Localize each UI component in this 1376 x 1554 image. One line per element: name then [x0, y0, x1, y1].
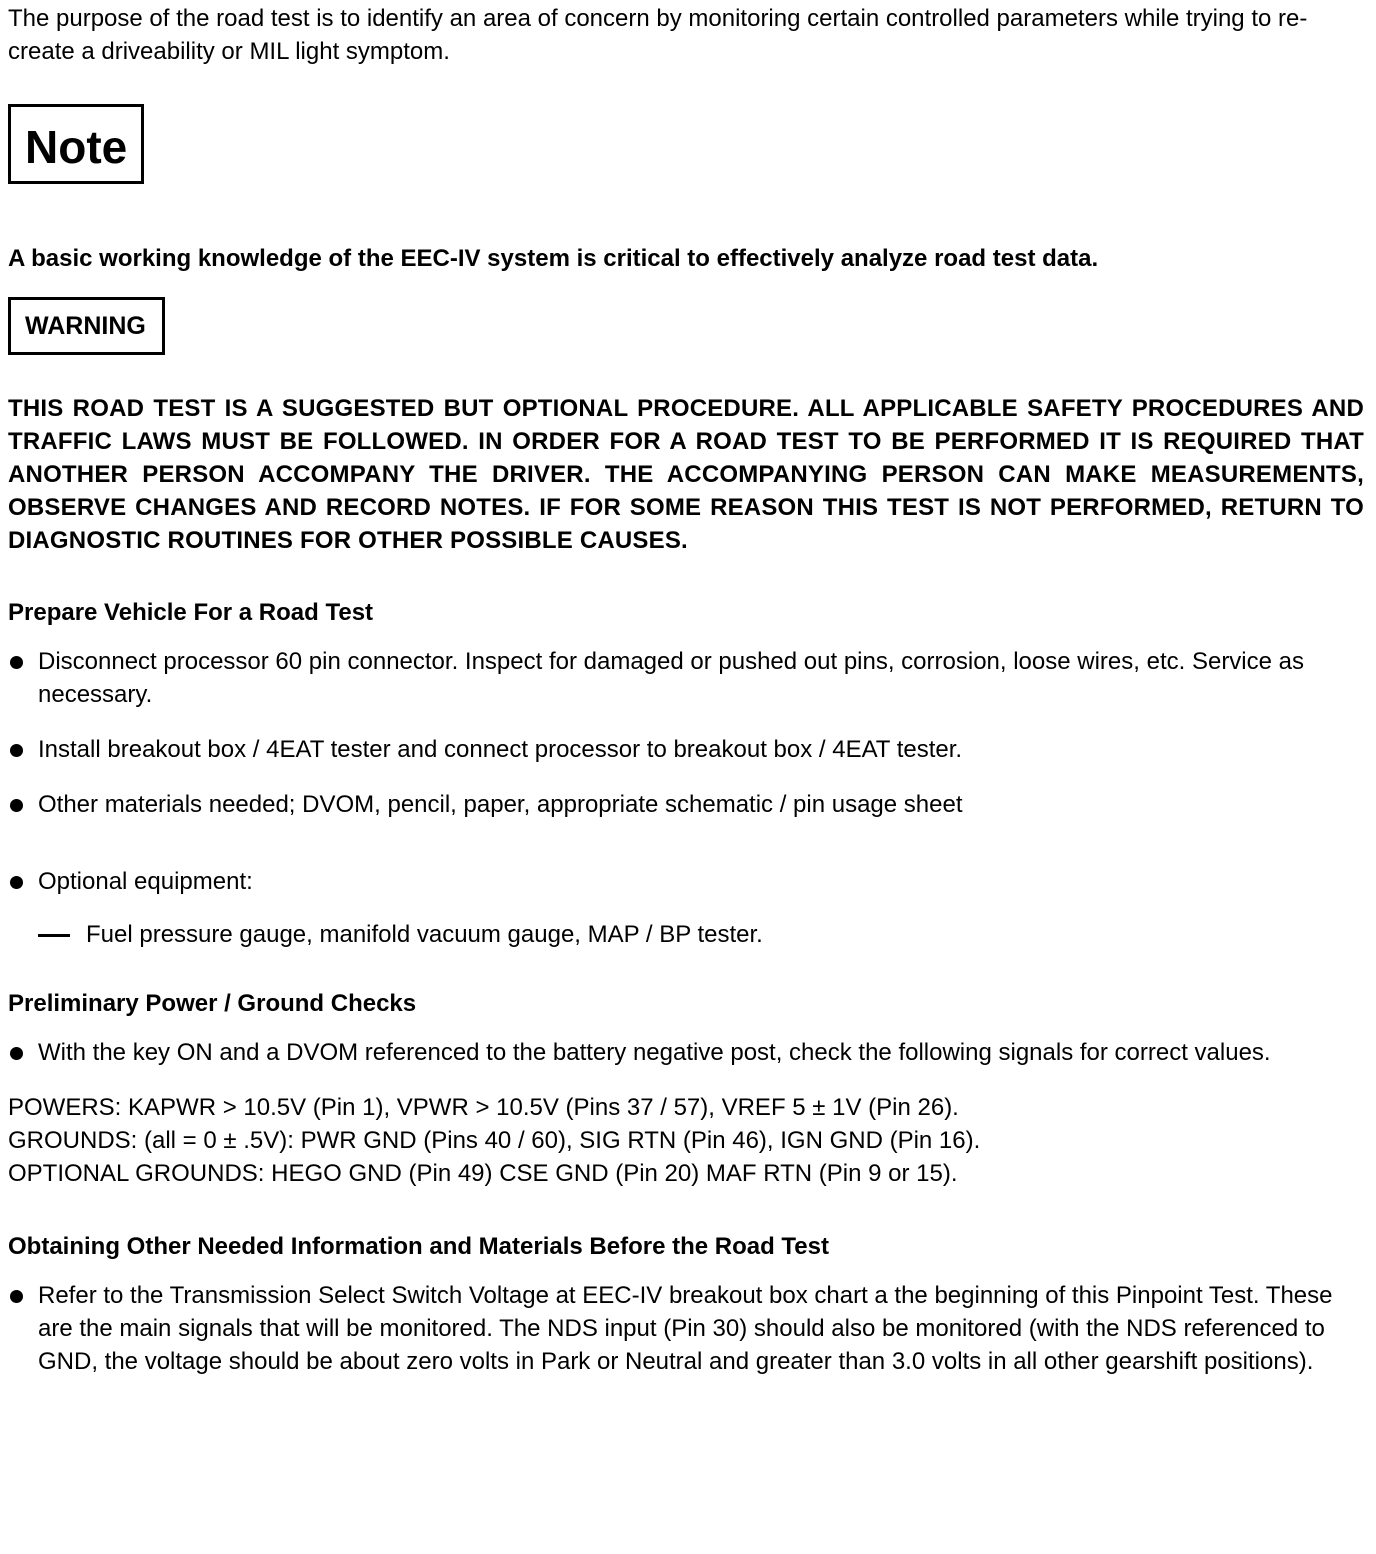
list-item — [8, 1279, 1364, 1378]
list-item — [8, 788, 1364, 821]
obtaining-bullet-list — [8, 1279, 1364, 1378]
powers-line: POWERS: KAPWR > 10.5V (Pin 1), VPWR > 10.5V (Pins 37 / 57), VREF 5 ± 1V (Pin 26). — [8, 1094, 959, 1121]
note-label-box — [8, 104, 144, 184]
warning-label: WARNING — [25, 312, 146, 340]
preliminary-heading: Preliminary Power / Ground Checks — [8, 990, 417, 1017]
grounds-line: GROUNDS: (all = 0 ± .5V): PWR GND (Pins 40 / 60), SIG RTN (Pin 46), IGN GND (Pin 16). — [8, 1127, 981, 1154]
warning-label-box — [8, 297, 165, 355]
obtaining-heading: Obtaining Other Needed Information and Materials Before the Road Test — [8, 1233, 829, 1260]
prepare-heading: Prepare Vehicle For a Road Test — [8, 599, 374, 626]
list-item-text: Refer to the Transmission Select Switch Voltage at EEC-IV breakout box chart a the beginning of this Pinpoint Test. These are the main signals that will be monitored. The NDS input (Pin 30) should also be monitored (with the NDS referenced to GND, the voltage should be about zero volts in Park or Neutral and greater than 3.0 volts in all other gearshift positions). — [38, 1282, 1333, 1375]
list-item-text: Install breakout box / 4EAT tester and connect processor to breakout box / 4EAT tester. — [38, 736, 963, 763]
list-item — [8, 645, 1364, 711]
document-page — [8, 0, 1364, 1400]
list-item-text: Optional equipment: — [38, 868, 253, 895]
list-item-text: Other materials needed; DVOM, pencil, paper, appropriate schematic / pin usage sheet — [38, 791, 963, 818]
power-ground-values — [8, 1091, 1364, 1190]
bullet-icon — [10, 656, 23, 669]
bullet-icon — [10, 876, 23, 889]
bullet-icon — [10, 744, 23, 757]
warning-text: THIS ROAD TEST IS A SUGGESTED BUT OPTIONAL PROCEDURE. ALL APPLICABLE SAFETY PROCEDURES AND TRAFFIC LAWS MUST BE FOLLOWED. IN ORDER FOR A ROAD TEST TO BE PERFORMED IT IS REQUIRED THAT ANOTHER PERSON ACCOMPANY THE DRIVER. THE ACCOMPANYING PERSON CAN MAKE MEASUREMENTS, OBSERVE CHANGES AND RECORD NOTES. IF FOR SOME REASON THIS TEST IS NOT PERFORMED, RETURN TO DIAGNOSTIC ROUTINES FOR OTHER POSSIBLE CAUSES. — [8, 395, 1364, 554]
bullet-icon — [10, 1290, 23, 1303]
prepare-bullet-list — [8, 645, 1364, 898]
list-item-text: Disconnect processor 60 pin connector. Inspect for damaged or pushed out pins, corrosion, loose wires, etc. Service as necessary. — [38, 648, 1304, 708]
list-item-text: With the key ON and a DVOM referenced to the battery negative post, check the following signals for correct values. — [38, 1039, 1271, 1066]
optional-equipment-sub-item — [8, 918, 1364, 951]
list-item — [8, 1036, 1364, 1069]
note-text: A basic working knowledge of the EEC-IV system is critical to effectively analyze road test data. — [8, 245, 1099, 272]
sub-item-text: Fuel pressure gauge, manifold vacuum gauge, MAP / BP tester. — [86, 921, 763, 948]
optional-grounds-line: OPTIONAL GROUNDS: HEGO GND (Pin 49) CSE GND (Pin 20) MAF RTN (Pin 9 or 15). — [8, 1160, 958, 1187]
intro-paragraph: The purpose of the road test is to identify an area of concern by monitoring certain controlled parameters while trying to re-create a driveability or MIL light symptom. — [8, 5, 1308, 65]
bullet-icon — [10, 1047, 23, 1060]
list-item — [8, 733, 1364, 766]
dash-icon — [38, 934, 70, 937]
list-item — [8, 865, 1364, 898]
bullet-icon — [10, 799, 23, 812]
note-label: Note — [25, 121, 128, 173]
preliminary-bullet-list — [8, 1036, 1364, 1069]
